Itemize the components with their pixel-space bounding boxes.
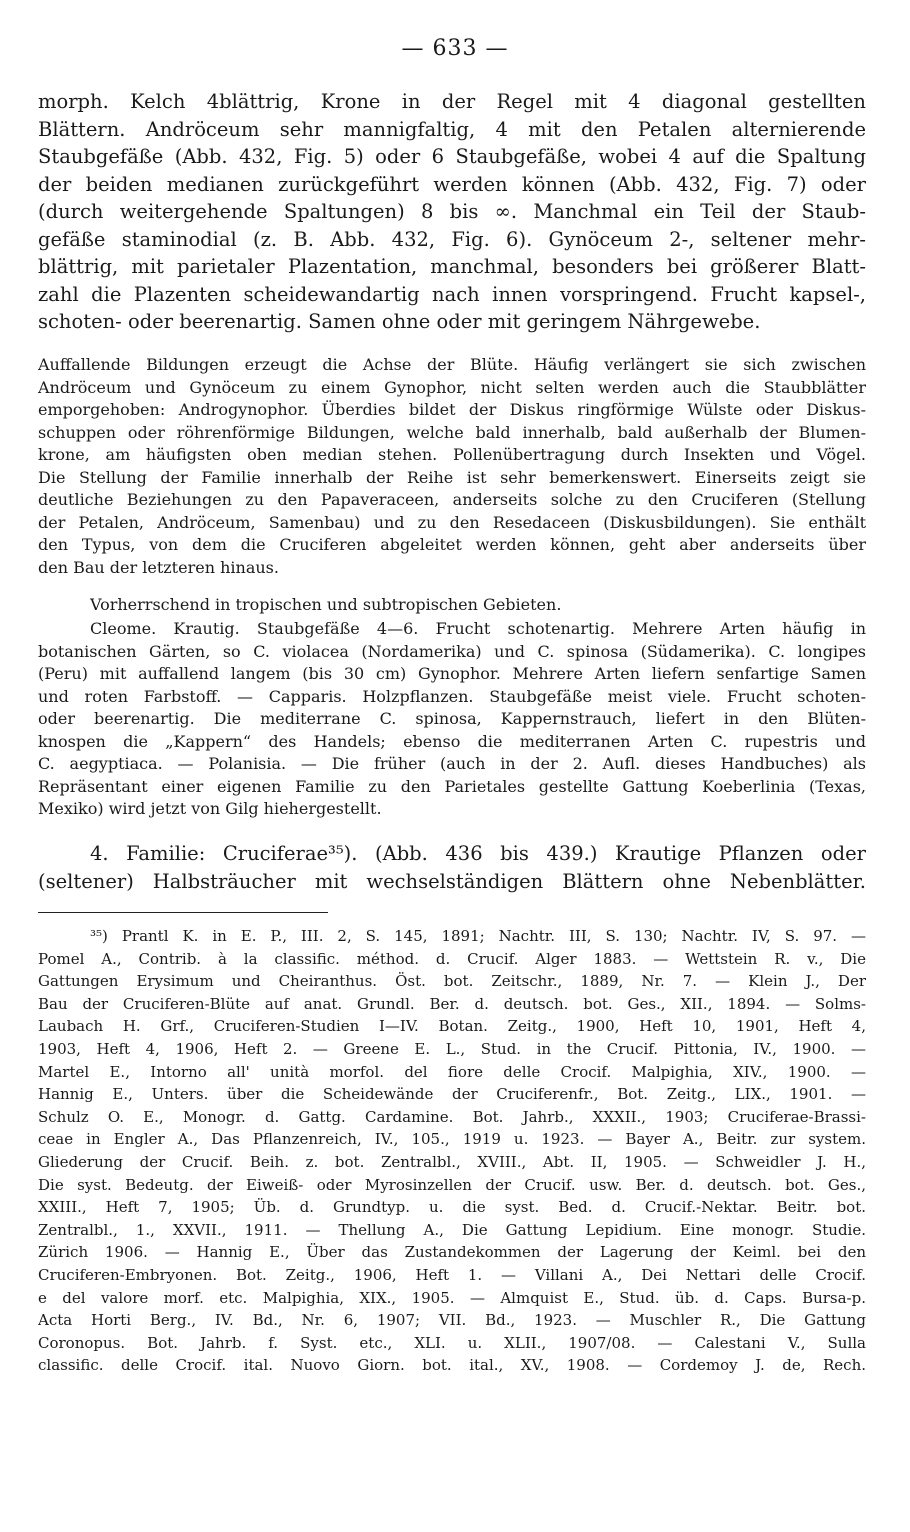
text-line: Vorherrschend in tropischen und subtropischen Gebieten. [90, 595, 562, 614]
text-line: (Peru) mit auffallend langem (bis 30 cm) Gynophor. Mehrere Arten liefern senfartige Samen [38, 664, 866, 683]
text-line: (seltener) Halbsträucher mit wechselständigen Blättern ohne Nebenblätter. [38, 869, 866, 893]
text-line: emporgehoben: Androgynophor. Überdies bildet der Diskus ringförmige Wülste oder Diskus- [38, 400, 866, 419]
text-line: der Petalen, Andröceum, Samenbau) und zu den Resedaceen (Diskusbildungen). Sie enthält [38, 512, 866, 532]
text-line: Die syst. Bedeutg. der Eiweiß- oder Myrosinzellen der Crucif. usw. Ber. d. deutsch. bot. Ges., [38, 1175, 866, 1194]
text-line: Coronopus. Bot. Jahrb. f. Syst. etc., XLI. u. XLII., 1907/08. — Calestani V., Sulla [38, 1333, 866, 1352]
text-line: Martel E., Intorno all' unità morfol. del fiore delle Crocif. Malpighia, XIV., 1900. — [38, 1062, 866, 1081]
text-line: Staubgefäße (Abb. 432, Fig. 5) oder 6 Staubgefäße, wobei 4 auf die Spaltung [38, 145, 866, 168]
text-line: zahl die Plazenten scheidewandartig nach innen vorspringend. Frucht kapsel-, [38, 282, 866, 306]
text-line: e del valore morf. etc. Malpighia, XIX., 1905. — Almquist E., Stud. üb. d. Caps. Bursa-p. [38, 1288, 866, 1307]
text-line: Die Stellung der Familie innerhalb der Reihe ist sehr bemerkenswert. Einerseits zeigt sie [38, 467, 866, 487]
page-number: — 633 — [401, 36, 509, 61]
text-line: schuppen oder röhrenförmige Bildungen, welche bald innerhalb, bald außerhalb der Blumen- [38, 422, 866, 442]
text-line: Auffallende Bildungen erzeugt die Achse der Blüte. Häufig verlängert sie sich zwischen [38, 355, 866, 374]
text-line: der beiden medianen zurückgeführt werden können (Abb. 432, Fig. 7) oder [38, 172, 866, 196]
text-line: den Typus, von dem die Cruciferen abgeleitet werden können, geht aber anderseits über [38, 535, 866, 554]
text-line: Cruciferen-Embryonen. Bot. Zeitg., 1906, Heft 1. — Villani A., Dei Nettari delle Crocif. [38, 1265, 866, 1284]
small-paragraph-axis [38, 354, 866, 579]
text-line: den Bau der letzteren hinaus. [38, 557, 279, 577]
text-line: (durch weitergehende Spaltungen) 8 bis ∞. Manchmal ein Teil der Staub- [38, 200, 866, 223]
text-line: ³⁵) Prantl K. in E. P., III. 2, S. 145, 1891; Nachtr. III, S. 130; Nachtr. IV, S. 97. — [90, 927, 866, 945]
text-line: gefäße staminodial (z. B. Abb. 432, Fig. 6). Gynöceum 2-, seltener mehr- [38, 227, 866, 251]
text-line: und roten Farbstoff. — Capparis. Holzpflanzen. Staubgefäße meist viele. Frucht schoten- [38, 686, 866, 706]
footnote-block [38, 925, 866, 1377]
text-line: XXIII., Heft 7, 1905; Üb. d. Grundtyp. u. die syst. Bed. d. Crucif.-Nektar. Beitr. bot. [38, 1198, 866, 1217]
text-line: Blättern. Andröceum sehr mannigfaltig, 4 mit den Petalen alternierende [38, 117, 866, 141]
text-line: Repräsentant einer eigenen Familie zu den Parietales gestellte Gattung Koeberlinia (Texas, [38, 776, 866, 796]
text-line: C. aegyptiaca. — Polanisia. — Die früher (auch in der 2. Aufl. dieses Handbuches) als [38, 754, 866, 773]
text-line: classific. delle Crocif. ital. Nuovo Giorn. bot. ital., XV., 1908. — Cordemoy J. de, Rech. [38, 1356, 866, 1375]
text-line: Cleome. Krautig. Staubgefäße 4—6. Frucht schotenartig. Mehrere Arten häufig in [90, 619, 866, 638]
text-line: krone, am häufigsten oben median stehen. Pollenübertragung durch Insekten und Vögel. [38, 445, 866, 464]
text-line: blättrig, mit parietaler Plazentation, manchmal, besonders bei größerer Blatt- [38, 255, 866, 278]
text-line: Acta Horti Berg., IV. Bd., Nr. 6, 1907; VII. Bd., 1923. — Muschler R., Die Gattung [38, 1311, 866, 1330]
text-line: Hannig E., Unters. über die Scheidewände der Cruciferenfr., Bot. Zeitg., LIX., 1901. — [38, 1085, 866, 1104]
text-line: Andröceum und Gynöceum zu einem Gynophor, nicht selten werden auch die Staubblätter [38, 377, 866, 397]
small-paragraph-distribution [38, 594, 866, 617]
text-line: deutliche Beziehungen zu den Papaveraceen, anderseits solche zu den Cruciferen (Stellung [38, 490, 866, 509]
small-paragraph-genera [38, 618, 866, 821]
text-line: Mexiko) wird jetzt von Gilg hiehergestellt. [38, 799, 382, 818]
text-line: knospen die „Kappern“ des Handels; ebenso die mediterranen Arten C. rupestris und [38, 731, 866, 751]
text-line: schoten- oder beerenartig. Samen ohne oder mit geringem Nährgewebe. [38, 310, 761, 333]
text-line: Zürich 1906. — Hannig E., Über das Zustandekommen der Lagerung der Keiml. bei den [38, 1243, 866, 1262]
text-line: Bau der Cruciferen-Blüte auf anat. Grundl. Ber. d. deutsch. bot. Ges., XII., 1894. — Solms- [38, 994, 866, 1013]
text-line: Gliederung der Crucif. Beih. z. bot. Zentralbl., XVIII., Abt. II, 1905. — Schweidler J. H., [38, 1152, 866, 1171]
text-line: 1903, Heft 4, 1906, Heft 2. — Greene E. L., Stud. in the Crucif. Pittonia, IV., 1900. — [38, 1039, 866, 1058]
text-line: morph. Kelch 4blättrig, Krone in der Regel mit 4 diagonal gestellten [38, 90, 866, 113]
text-line: ceae in Engler A., Das Pflanzenreich, IV., 105., 1919 u. 1923. — Bayer A., Beitr. zur system. [38, 1130, 866, 1149]
text-line: Zentralbl., 1., XXVII., 1911. — Thellung A., Die Gattung Lepidium. Eine monogr. Studie. [38, 1220, 866, 1239]
text-line: 4. Familie: Cruciferae³⁵). (Abb. 436 bis 439.) Krautige Pflanzen oder [90, 842, 866, 865]
text-line: Pomel A., Contrib. à la classific. méthod. d. Crucif. Alger 1883. — Wettstein R. v., Die [38, 949, 866, 968]
footnote-divider [38, 912, 328, 913]
text-line: Gattungen Erysimum und Cheiranthus. Öst. bot. Zeitschr., 1889, Nr. 7. — Klein J., Der [38, 972, 866, 991]
family-heading-paragraph [38, 840, 866, 895]
main-paragraph [38, 88, 866, 336]
text-line: oder beerenartig. Die mediterrane C. spinosa, Kappernstrauch, liefert in den Blüten- [38, 709, 866, 728]
text-line: Schulz O. E., Monogr. d. Gattg. Cardamine. Bot. Jahrb., XXXII., 1903; Cruciferae-Brassi- [38, 1107, 866, 1126]
text-line: botanischen Gärten, so C. violacea (Nordamerika) und C. spinosa (Südamerika). C. longipes [38, 641, 866, 661]
text-line: Laubach H. Grf., Cruciferen-Studien I—IV. Botan. Zeitg., 1900, Heft 10, 1901, Heft 4, [38, 1017, 866, 1036]
